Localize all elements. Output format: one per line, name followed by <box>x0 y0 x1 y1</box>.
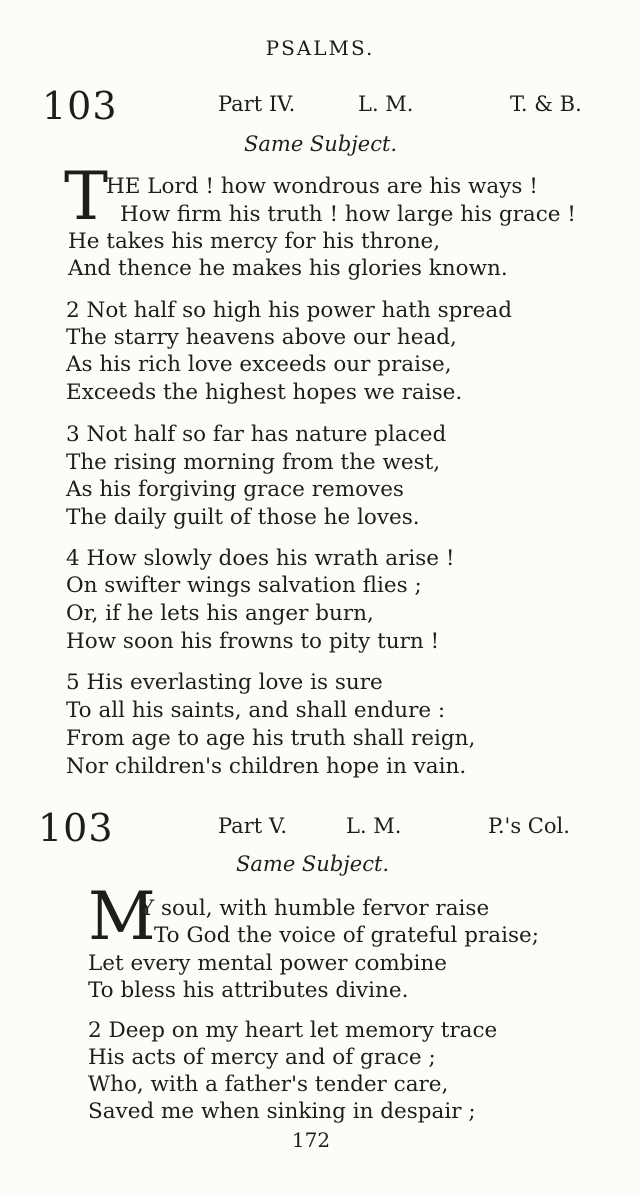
verse-line: And thence he makes his glories known. <box>68 256 508 281</box>
verse-line: To bless his attributes divine. <box>88 978 409 1003</box>
verse-line: HE Lord ! how wondrous are his ways ! <box>106 174 538 199</box>
hymn-number: 103 <box>38 806 114 850</box>
hymn-tune: P.'s Col. <box>488 814 570 838</box>
verse-line: 5 His everlasting love is sure <box>66 670 383 695</box>
verse-line: The starry heavens above our head, <box>66 325 457 350</box>
drop-cap: T <box>64 158 109 235</box>
verse-line: Let every mental power combine <box>88 951 447 976</box>
verse-line: On swifter wings salvation flies ; <box>66 573 422 598</box>
running-head: PSALMS. <box>265 36 375 60</box>
verse-line: Y soul, with humble fervor raise <box>140 896 490 921</box>
verse-line: How soon his frowns to pity turn ! <box>66 629 440 654</box>
verse-line: As his forgiving grace removes <box>66 477 404 502</box>
hymn-part: Part IV. <box>218 92 296 116</box>
verse-line: As his rich love exceeds our praise, <box>66 352 452 377</box>
hymn-subject: Same Subject. <box>244 132 398 156</box>
verse-line: Saved me when sinking in despair ; <box>88 1099 476 1124</box>
verse-line: To all his saints, and shall endure : <box>66 698 446 723</box>
drop-cap: M <box>88 878 156 955</box>
page-number: 172 <box>291 1128 331 1152</box>
verse-line: Nor children's children hope in vain. <box>66 754 467 779</box>
verse-line: Or, if he lets his anger burn, <box>66 601 374 626</box>
hymn-meter: L. M. <box>346 814 402 838</box>
verse-line: 2 Deep on my heart let memory trace <box>88 1018 498 1043</box>
verse-line: Exceeds the highest hopes we raise. <box>66 380 463 405</box>
verse-line: His acts of mercy and of grace ; <box>88 1045 436 1070</box>
verse-line: How firm his truth ! how large his grace ! <box>120 202 576 227</box>
hymn-part: Part V. <box>218 814 288 838</box>
verse-line: The rising morning from the west, <box>66 450 441 475</box>
verse-line: 4 How slowly does his wrath arise ! <box>66 546 455 571</box>
verse-line: Who, with a father's tender care, <box>88 1072 449 1097</box>
verse-line: 3 Not half so far has nature placed <box>66 422 447 447</box>
verse-line: From age to age his truth shall reign, <box>66 726 476 751</box>
verse-line: To God the voice of grateful praise; <box>154 923 539 948</box>
verse-line: The daily guilt of those he loves. <box>66 505 420 530</box>
hymn-tune: T. & B. <box>510 92 582 116</box>
hymn-subject: Same Subject. <box>236 852 390 876</box>
hymn-number: 103 <box>42 84 118 128</box>
hymn-meter: L. M. <box>358 92 414 116</box>
verse-line: He takes his mercy for his throne, <box>68 229 441 254</box>
verse-line: 2 Not half so high his power hath spread <box>66 298 512 323</box>
